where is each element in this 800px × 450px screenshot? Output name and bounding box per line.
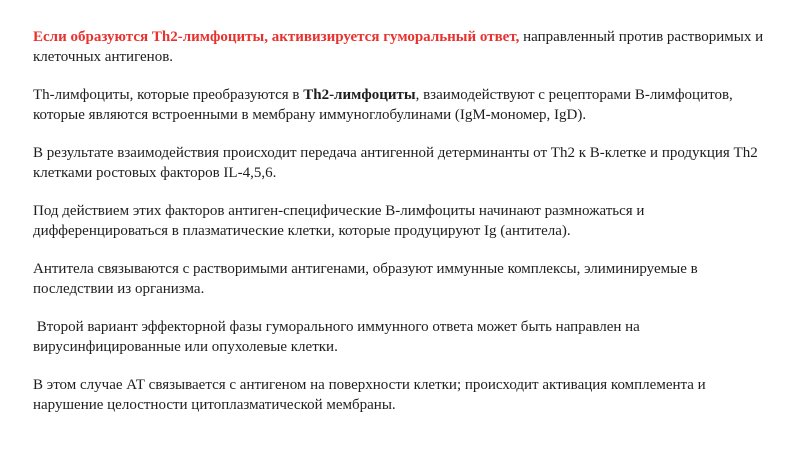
paragraph-text: Th-лимфоциты, которые преобразуются в	[33, 87, 304, 103]
paragraph-text: направленный против растворимых и клеточных антигенов.	[33, 29, 764, 65]
paragraph-second-variant	[33, 317, 778, 357]
paragraph-complement-activation	[33, 375, 778, 415]
paragraph-text: В результате взаимодействия происходит передача антигенной детерминанты от Th2 к В-клетке и продукция Th2 клетками ростовых факторов IL-4,5,6.	[33, 145, 758, 181]
paragraph-text: Второй вариант эффекторной фазы гуморального иммунного ответа может быть направлен на вирусинфицированные или опухолевые клетки.	[33, 319, 644, 355]
paragraph-th-lymphocytes	[33, 85, 778, 125]
bold-term-th2: Th2-лимфоциты	[303, 87, 416, 103]
paragraph-antigen-transfer	[33, 143, 778, 183]
paragraph-text: Антитела связываются с растворимыми антигенами, образуют иммунные комплексы, элиминируемые в последствии из организма.	[33, 261, 698, 297]
highlighted-statement: Если образуются Th2-лимфоциты, активизируется гуморальный ответ,	[33, 29, 520, 45]
paragraph-text: Под действием этих факторов антиген-специфические В-лимфоциты начинают размножаться и дифференцироваться в плазматические клетки, которые продуцируют Ig (антитела).	[33, 203, 645, 239]
slide-body	[33, 27, 778, 415]
paragraph-th2-humoral-response	[33, 27, 778, 67]
paragraph-text: , взаимодействуют с рецепторами В-лимфоцитов, которые являются встроенными в мембрану иммуноглобулинами (IgM-мономер, IgD).	[33, 87, 733, 123]
paragraph-immune-complexes	[33, 259, 778, 299]
paragraph-b-cell-differentiation	[33, 201, 778, 241]
paragraph-text: В этом случае АТ связывается с антигеном на поверхности клетки; происходит активация комплемента и нарушение целостности цитоплазматической мембраны.	[33, 377, 706, 413]
